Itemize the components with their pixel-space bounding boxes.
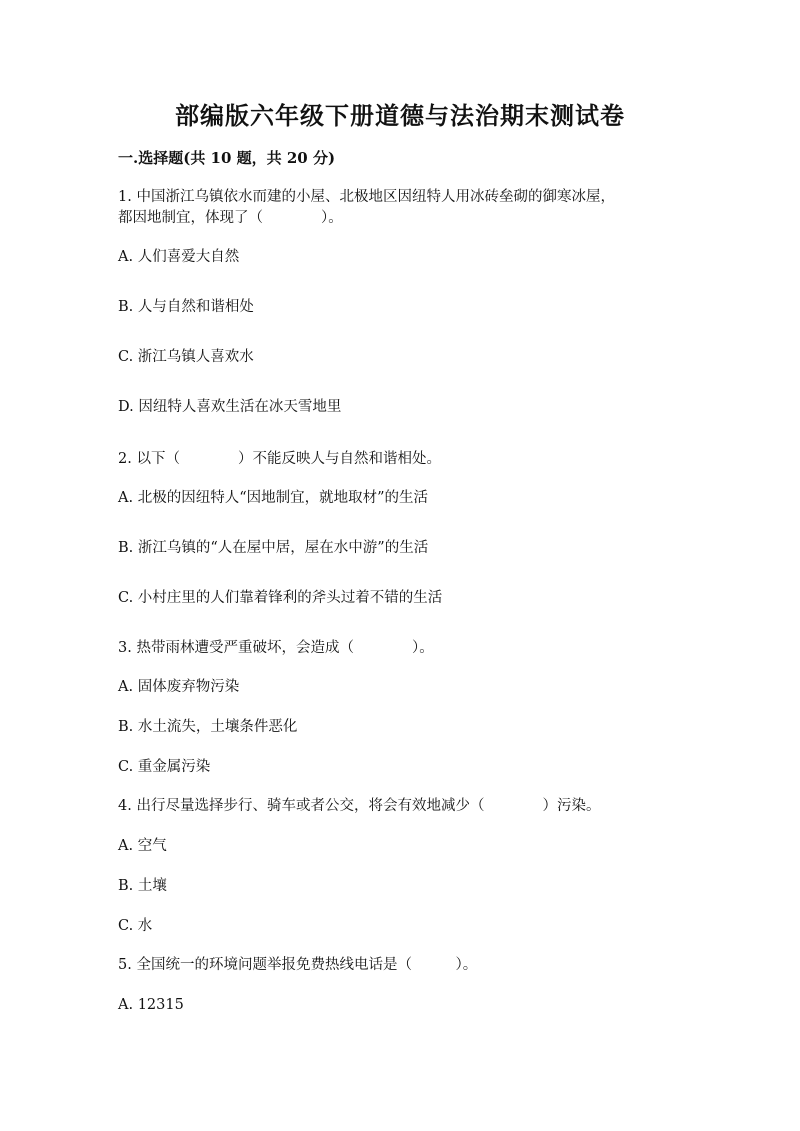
option-c: C. 重金属污染 (118, 759, 211, 775)
section-header: 一.选择题(共 10 题，共 20 分) (118, 149, 336, 167)
option-c: C. 水 (118, 918, 153, 934)
option-b: B. 浙江乌镇的“人在屋中居，屋在水中游”的生活 (118, 540, 429, 556)
option-c: C. 小村庄里的人们靠着锋利的斧头过着不错的生活 (118, 590, 443, 606)
option-c: C. 浙江乌镇人喜欢水 (118, 349, 254, 365)
question-stem-line: 2. 以下（ ）不能反映人与自然和谐相处。 (118, 451, 441, 467)
question-stem-line: 5. 全国统一的环境问题举报免费热线电话是（ ）。 (118, 957, 478, 973)
question-stem-line: 3. 热带雨林遭受严重破坏，会造成（ ）。 (118, 640, 434, 656)
option-a: A. 北极的因纽特人“因地制宜，就地取材”的生活 (118, 490, 429, 506)
option-d: D. 因纽特人喜欢生活在冰天雪地里 (118, 399, 342, 415)
page-title: 部编版六年级下册道德与法治期末测试卷 (175, 101, 625, 130)
option-b: B. 水土流失，土壤条件恶化 (118, 719, 298, 735)
option-b: B. 人与自然和谐相处 (118, 299, 254, 315)
option-a: A. 空气 (118, 838, 167, 854)
option-a: A. 人们喜爱大自然 (118, 249, 240, 265)
question-stem-line: 都因地制宜，体现了（ ）。 (118, 210, 343, 226)
option-b: B. 土壤 (118, 878, 167, 894)
question-stem-line: 1. 中国浙江乌镇依水而建的小屋、北极地区因纽特人用冰砖垒砌的御寒冰屋， (118, 189, 615, 205)
question-stem-line: 4. 出行尽量选择步行、骑车或者公交，将会有效地减少（ ）污染。 (118, 798, 601, 814)
option-a: A. 12315 (118, 997, 184, 1013)
option-a: A. 固体废弃物污染 (118, 679, 240, 695)
